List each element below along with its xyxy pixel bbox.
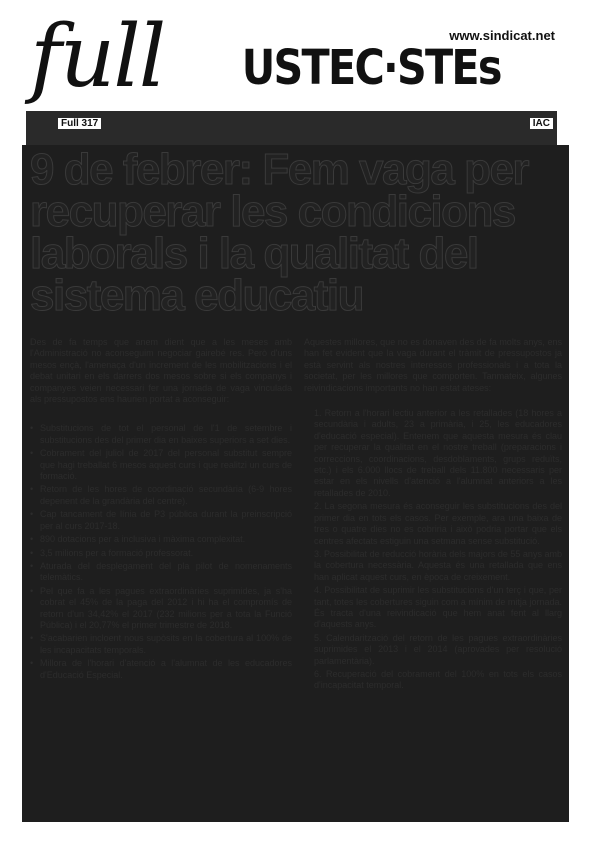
right-column — [304, 337, 562, 694]
section-label: IAC — [530, 118, 553, 129]
list-item: • Millora de l'horari d'atenció a l'alumnat de les educadores d'Educació Especial. — [30, 658, 292, 681]
list-item: 4. Possibilitat de suprimir les substitucions d'un terç i que, per tant, totes les cobertures siguin com a mínim de mitja jornada. És tracta d'una reivindicació que hem anat fent al llarg d'aquests anys. — [314, 585, 562, 630]
left-column — [30, 337, 292, 683]
website-link[interactable]: www.sindicat.net — [449, 28, 555, 43]
demands-list — [304, 408, 562, 692]
article-panel — [22, 145, 569, 822]
article-headline: 9 de febrer: Fem vaga per recuperar les condicions laborals i la qualitat del sistema educatiu — [30, 145, 529, 320]
right-intro-paragraph: Aquestes millores, que no es donaven des de fa molts anys, ens han fet evident que la vaga durant el tràmit de pressupostos ja està servint als nostres interessos professionals i a tota la societat, per les millores que comporten. Tanmateix, algunes reivindicacions importants no han estat ateses: — [304, 337, 562, 393]
list-item: • Substitucions de tot el personal de l'1 de setembre i substitucions des del primer dia en baixes superiors a set dies. — [30, 423, 292, 446]
issue-number: Full 317 — [58, 118, 101, 129]
list-item: • Aturada del desplegament del pla pilot de nomenaments telemàtics. — [30, 561, 292, 584]
masthead-bar — [26, 111, 557, 145]
list-item: 5. Calendarització del retorn de les pagues extraordinàries suprimides el 2013 i el 2014 (aprovades per resolució parlamentària). — [314, 632, 562, 666]
logo-full: full — [30, 7, 165, 107]
list-item: 2. La segona mesura és aconseguir les substitucions des del primer dia en tots els casos. Per exemple, ara una baixa de tres o quatre dies no es cobriria i això podria portar que els centres afectats estiguin una setmana sense substitució. — [314, 501, 562, 546]
achievements-list — [30, 423, 292, 681]
list-item: • S'acabarien incloent nous supòsits en la cobertura al 100% de les incapacitats temporals. — [30, 633, 292, 656]
list-item: • 890 dotacions per a inclusiva i màxima complexitat. — [30, 534, 292, 545]
list-item: 3. Possibilitat de reducció horària dels majors de 55 anys amb la cobertura necessària. Aquesta és una retallada que ens han aplicat aquest curs, en època de creixement. — [314, 548, 562, 582]
masthead — [0, 0, 595, 140]
list-item: 6. Recuperació del cobrament del 100% en tots els casos d'incapacitat temporal. — [314, 668, 562, 691]
list-item: 1. Retorn a l'horari lectiu anterior a les retallades (18 hores a secundària i adults, 23 a primària, i 25, les educadores d'educació especial). Entenem que aquesta mesura és clau per recuperar la qualitat en el nostre treball (preparacions i correccions, coordinacions, desdoblaments, grups reduïts, etc.) i els 6.000 llocs de treball dels 11.800 necessaris per estar en els nivells d'atenció a l'alumnat anteriors a les retallades de 2010. — [314, 408, 562, 498]
list-item: • Cobrament del juliol de 2017 del personal substitut sempre que hagi treballat 6 mesos aquest curs i que realitzi un curs de formació. — [30, 448, 292, 482]
list-item: • 3,5 milions per a formació professorat. — [30, 548, 292, 559]
intro-paragraph: Des de fa temps que anem dient que a les meses amb l'Administració no aconseguim negociar gairebé res. Però d'uns mesos ençà, l'amenaça d'un increment de les mobilitzacions i el debat unitari en els darrers dos mesos sobre si els companys i companyes veien necessari fer una jornada de vaga vinculada als pressupostos ens haurien portat a aconseguir: — [30, 337, 292, 405]
list-item: • Retorn de les hores de coordinació secundària (6-9 hores depenent de la grandària del centre). — [30, 484, 292, 507]
list-item: • Pel que fa a les pagues extraordinàries suprimides, ja s'ha cobrat el 45% de la paga del 2012 i hi ha el compromís de retorn d'un 34,42% el 2017 (232 milions per a tota la Funció Pública) i el 20,77% el primer trimestre de 2018. — [30, 586, 292, 632]
logo-ustec-stes: USTEC·STEs — [241, 40, 501, 96]
list-item: • Cap tancament de línia de P3 pública durant la preinscripció per al curs 2017-18. — [30, 509, 292, 532]
